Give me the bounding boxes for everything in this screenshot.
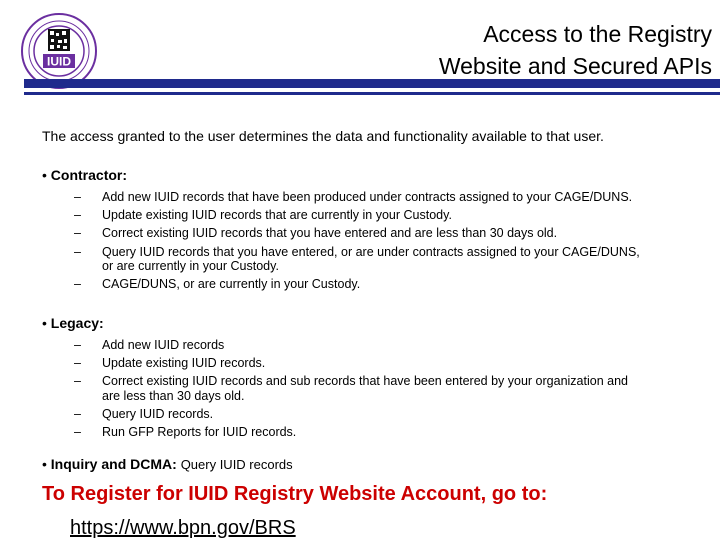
contractor-heading: Contractor: [50, 167, 128, 183]
brs-link[interactable]: https://www.bpn.gov/BRS [70, 517, 296, 539]
intro-text: The access granted to the user determines the data and functionality available to that user. [42, 128, 604, 144]
logo-text: IUID [47, 54, 71, 69]
legacy-list [0, 338, 642, 444]
inquiry-text: Query IUID records [180, 457, 293, 472]
title-line-2: Website and Secured APIs [438, 53, 712, 79]
contractor-list [0, 190, 642, 296]
list-item: – Run GFP Reports for IUID records. [74, 425, 297, 440]
list-item: – Update existing IUID records that are currently in your Custody. [74, 208, 452, 223]
list-item: – Query IUID records. [74, 407, 214, 422]
legacy-heading: Legacy: [50, 315, 104, 331]
header-rule-thin [24, 92, 720, 95]
list-item: – CAGE/DUNS, or are currently in your Custody. [74, 277, 361, 292]
list-item: – Add new IUID records that have been produced under contracts assigned to your CAGE/DUNS. [74, 190, 633, 204]
inquiry-bullet: • Inquiry and DCMA: Query IUID records [42, 456, 293, 472]
list-item: – Correct existing IUID records and sub records that have been entered by your organization and are less than 30 days old. [74, 374, 628, 403]
list-item: – Add new IUID records [74, 338, 225, 352]
register-text: To Register for IUID Registry Website Account, go to: [42, 483, 548, 505]
slide-title [439, 18, 712, 82]
list-item: – Query IUID records that you have entered, or are under contracts assigned to your CAGE/DUNS, or are currently in your Custody. [74, 244, 640, 274]
contractor-bullet: • Contractor: [42, 167, 128, 183]
legacy-bullet: • Legacy: [42, 315, 104, 331]
title-line-1: Access to the Registry [483, 21, 712, 47]
list-item: – Correct existing IUID records that you have entered and are less than 30 days old. [74, 226, 558, 241]
list-item: – Update existing IUID records. [74, 356, 266, 371]
header-rule-thick [24, 79, 720, 88]
inquiry-heading: Inquiry and DCMA: [50, 456, 177, 472]
